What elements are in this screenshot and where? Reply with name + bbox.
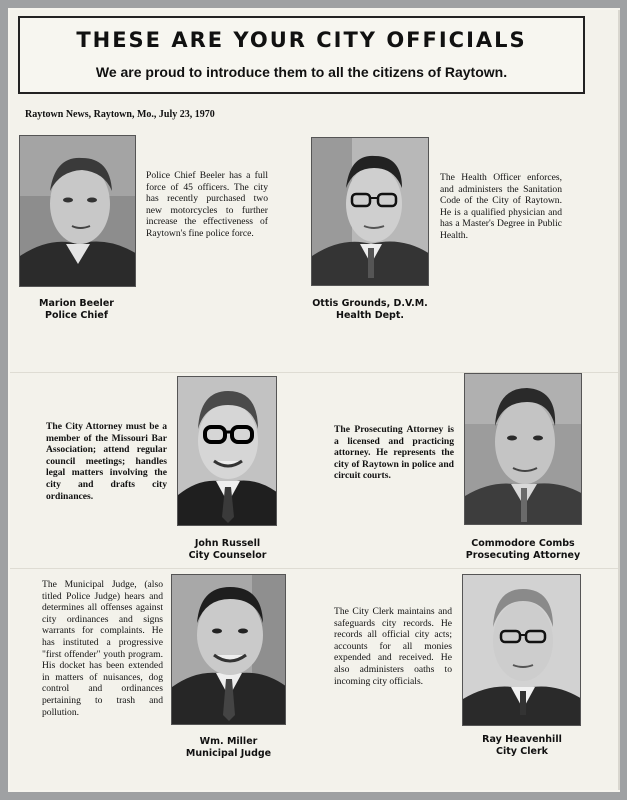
dateline: Raytown News, Raytown, Mo., July 23, 1970: [25, 109, 215, 120]
portrait-photo: [177, 376, 277, 526]
official-name: Wm. Miller: [199, 736, 258, 747]
portrait-photo: [311, 137, 429, 286]
official-caption: [455, 538, 591, 562]
official-name: Marion Beeler: [39, 298, 114, 309]
official-name: Ray Heavenhill: [482, 734, 562, 745]
portrait-photo: [462, 574, 581, 726]
official-name: John Russell: [194, 538, 261, 549]
official-caption: [170, 538, 285, 562]
official-title: Police Chief: [45, 310, 108, 321]
official-bio: The Municipal Judge, (also titled Police Judge) hears and determines all offenses against city ordinances and signs warrants for complaints. He has instituted a progressive "first offender" youth program. His docket has been extended in matters of nuisances, dog control and ordinances pertaining to trash and pollution.: [42, 579, 163, 718]
official-bio: Police Chief Beeler has a full force of 45 officers. The city has recently purchased two new motorcycles to further increase the effectiveness of Raytown's fine police force.: [146, 170, 268, 239]
page-subtitle: We are proud to introduce them to all the citizens of Raytown.: [95, 64, 508, 80]
page-title: THESE ARE YOUR CITY OFFICIALS: [76, 28, 527, 52]
official-title: Health Dept.: [336, 310, 404, 321]
fold-line: [10, 568, 618, 569]
official-bio: The Prosecuting Attorney is a licensed and practicing attorney. He represents the city of Raytown in police and circuit courts.: [334, 424, 454, 482]
official-bio: The City Attorney must be a member of the Missouri Bar Association; attend regular council meetings; handles legal matters involving the city and drafts city ordinances.: [46, 421, 167, 502]
official-title: City Counselor: [188, 550, 267, 561]
portrait-photo: [19, 135, 136, 287]
official-caption: [455, 734, 589, 758]
official-title: Prosecuting Attorney: [465, 550, 581, 561]
official-caption: [306, 298, 434, 322]
official-bio: The City Clerk maintains and safeguards city records. He records all official city acts; accounts for all monies expended and received. He also administers oaths to incoming city officials.: [334, 606, 452, 687]
official-caption: [14, 298, 139, 322]
official-title: Municipal Judge: [185, 748, 272, 759]
headline-box: [18, 16, 585, 94]
official-name: Commodore Combs: [471, 538, 575, 549]
official-caption: [165, 736, 292, 760]
portrait-photo: [171, 574, 286, 725]
official-title: City Clerk: [496, 746, 548, 757]
official-bio: The Health Officer enforces, and administers the Sanitation Code of the City of Raytown. He is a qualified physician and has a Master's Degree in Public Health.: [440, 172, 562, 241]
portrait-photo: [464, 373, 582, 525]
official-name: Ottis Grounds, D.V.M.: [312, 298, 428, 309]
